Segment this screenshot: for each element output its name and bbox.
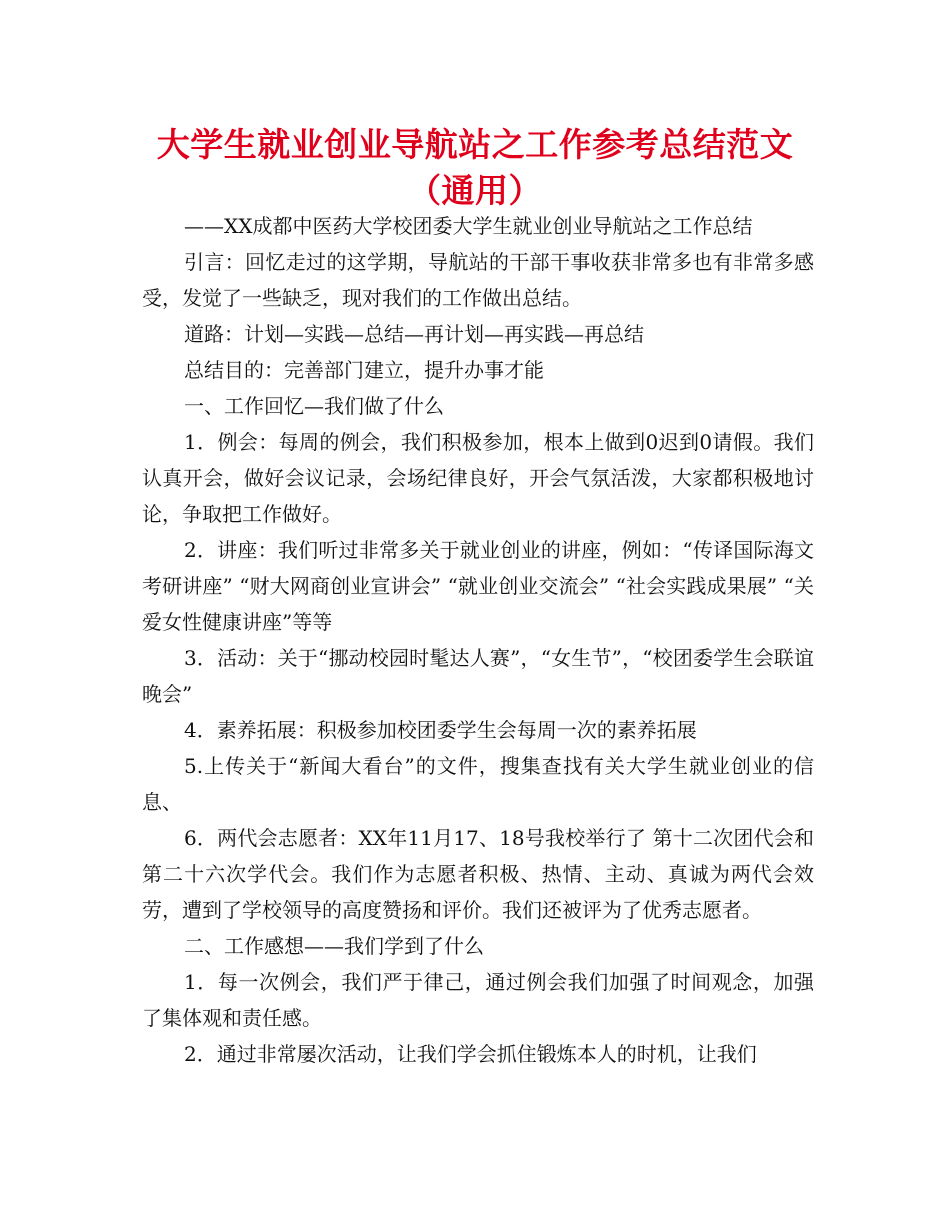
paragraph-item: 1．例会：每周的例会，我们积极参加，根本上做到0迟到0请假。我们认真开会，做好会议记录，会场纪律良好，开会气氛活泼，大家都积极地讨论，争取把工作做好。 bbox=[142, 430, 814, 526]
paragraph-item: 4．素养拓展：积极参加校团委学生会每周一次的素养拓展 bbox=[184, 718, 697, 742]
paragraph-item: 2．讲座：我们听过非常多关于就业创业的讲座，例如：“传译国际海文考研讲座” “财大网商创业宣讲会” “就业创业交流会” “社会实践成果展” “关爱女性健康讲座”等等 bbox=[142, 538, 814, 634]
paragraph-path: 道路：计划—实践—总结—再计划—再实践—再总结 bbox=[184, 322, 644, 346]
paragraph-item: 5.上传关于“新闻大看台”的文件，搜集查找有关大学生就业创业的信息、 bbox=[142, 754, 814, 814]
paragraph-purpose: 总结目的：完善部门建立，提升办事才能 bbox=[184, 358, 544, 382]
paragraph-item: 3．活动：关于“挪动校园时髦达人赛”，“女生节”，“校团委学生会联谊晚会” bbox=[142, 646, 814, 706]
paragraph-item: 1．每一次例会，我们严于律己，通过例会我们加强了时间观念，加强了集体观和责任感。 bbox=[142, 970, 814, 1030]
section-heading-reflection: 二、工作感想——我们学到了什么 bbox=[184, 934, 484, 958]
document-title: 大学生就业创业导航站之工作参考总结范文（通用） bbox=[156, 125, 794, 210]
paragraph-intro: 引言：回忆走过的这学期，导航站的干部干事收获非常多也有非常多感受，发觉了一些缺乏，现对我们的工作做出总结。 bbox=[142, 250, 814, 310]
document-body bbox=[142, 208, 814, 1072]
paragraph-item: 6．两代会志愿者：XX年11月17、18号我校举行了 第十二次团代会和第二十六次学代会。我们作为志愿者积极、热情、主动、真诚为两代会效劳，遭到了学校领导的高度赞扬和评价。我们还被评为了优秀志愿者。 bbox=[142, 826, 814, 922]
paragraph-item: 2．通过非常屡次活动，让我们学会抓住锻炼本人的时机，让我们 bbox=[184, 1042, 757, 1066]
paragraph-subtitle: ——XX成都中医药大学校团委大学生就业创业导航站之工作总结 bbox=[184, 214, 753, 238]
section-heading-review: 一、工作回忆—我们做了什么 bbox=[184, 394, 444, 418]
